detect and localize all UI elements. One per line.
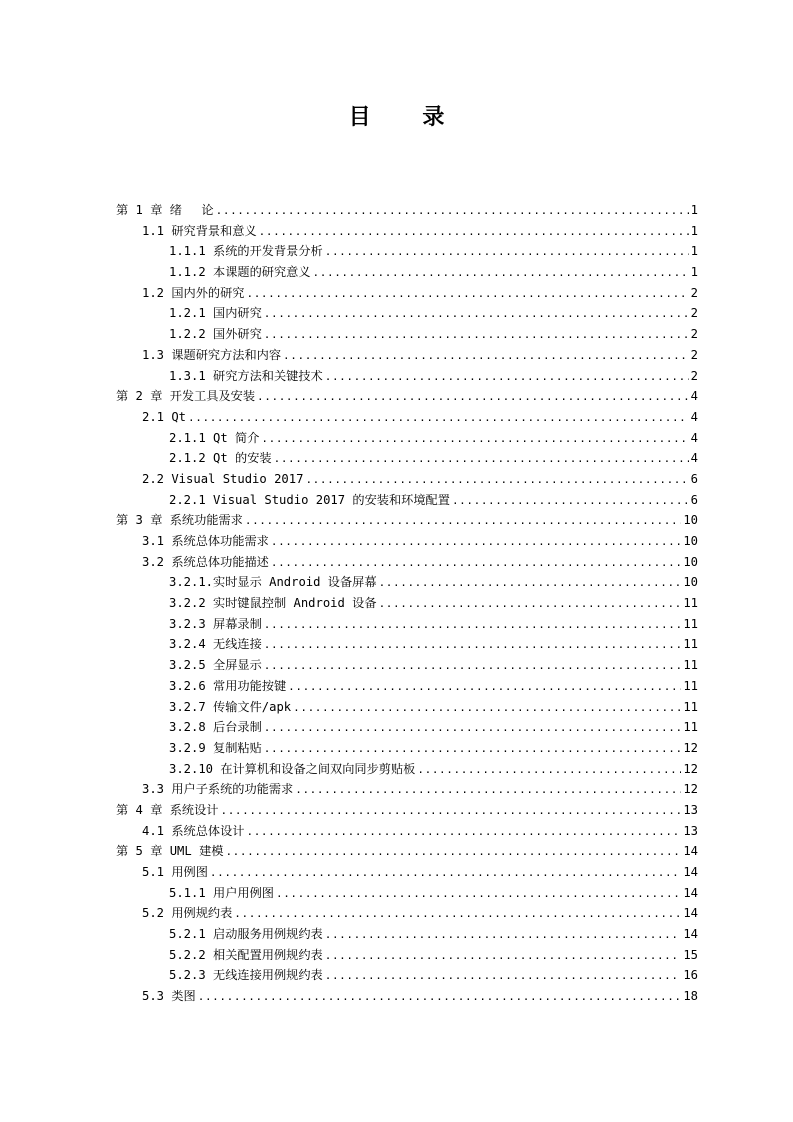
toc-dot-leader xyxy=(305,470,688,491)
toc-entry[interactable] xyxy=(116,655,698,676)
toc-entry[interactable] xyxy=(116,986,698,1007)
toc-entry[interactable] xyxy=(116,841,698,862)
toc-entry[interactable] xyxy=(116,241,698,262)
toc-dot-leader xyxy=(325,367,689,388)
toc-entry-label: 3.2.3 屏幕录制 xyxy=(169,616,262,631)
toc-dot-leader xyxy=(257,387,689,408)
toc-entry-page-number: 11 xyxy=(683,720,698,735)
toc-dot-leader xyxy=(295,780,681,801)
toc-entry-label: 第 1 章 绪 论 xyxy=(116,203,214,217)
toc-entry[interactable] xyxy=(116,759,698,780)
toc-dot-leader xyxy=(293,698,681,719)
toc-entry-page-number: 10 xyxy=(683,554,698,569)
toc-dot-leader xyxy=(313,263,689,284)
toc-entry-label: 3.3 用户子系统的功能需求 xyxy=(142,782,294,797)
toc-entry-page-number: 2 xyxy=(690,347,698,362)
toc-entry-label: 5.2.1 启动服务用例规约表 xyxy=(169,927,323,942)
toc-entry-page-number: 11 xyxy=(683,596,698,611)
toc-entry-page-number: 14 xyxy=(683,844,698,859)
toc-entry-label: 1.3.1 研究方法和关键技术 xyxy=(169,368,323,383)
toc-entry-label: 5.2.3 无线连接用例规约表 xyxy=(169,968,323,983)
toc-entry-label: 1.2.2 国外研究 xyxy=(169,327,262,342)
toc-entry[interactable] xyxy=(116,366,698,387)
toc-entry-label: 第 5 章 UML 建模 xyxy=(116,844,224,859)
toc-entry-label: 1.2 国内外的研究 xyxy=(142,285,245,300)
toc-dot-leader xyxy=(264,656,682,677)
toc-entry[interactable] xyxy=(116,448,698,469)
toc-entry[interactable] xyxy=(116,697,698,718)
page-title: 目 录 xyxy=(348,105,467,130)
toc-entry-page-number: 6 xyxy=(690,471,698,486)
toc-dot-leader xyxy=(259,222,689,243)
toc-entry-label: 3.2.5 全屏显示 xyxy=(169,658,262,673)
toc-entry[interactable] xyxy=(116,510,698,531)
toc-entry[interactable] xyxy=(116,862,698,883)
toc-entry[interactable] xyxy=(116,262,698,283)
toc-entry-label: 3.2.4 无线连接 xyxy=(169,637,262,652)
toc-dot-leader xyxy=(325,966,682,987)
toc-entry-page-number: 11 xyxy=(683,658,698,673)
toc-dot-leader xyxy=(288,677,681,698)
toc-entry-label: 第 2 章 开发工具及安装 xyxy=(116,389,256,404)
toc-dot-leader xyxy=(246,284,688,305)
toc-entry[interactable] xyxy=(116,800,698,821)
toc-entry[interactable] xyxy=(116,386,698,407)
toc-entry[interactable] xyxy=(116,717,698,738)
toc-entry-label: 5.1 用例图 xyxy=(142,865,208,879)
toc-entry-page-number: 4 xyxy=(690,409,698,424)
toc-entry-label: 3.2.9 复制粘贴 xyxy=(169,740,262,755)
toc-entry[interactable] xyxy=(116,821,698,842)
toc-entry-label: 第 3 章 系统功能需求 xyxy=(116,513,243,528)
toc-entry[interactable] xyxy=(116,614,698,635)
toc-entry[interactable] xyxy=(116,676,698,697)
toc-dot-leader xyxy=(379,594,682,615)
toc-entry[interactable] xyxy=(116,965,698,986)
toc-entry[interactable] xyxy=(116,469,698,490)
toc-entry-page-number: 2 xyxy=(690,368,698,383)
toc-entry[interactable] xyxy=(116,738,698,759)
toc-dot-leader xyxy=(245,511,681,532)
toc-dot-leader xyxy=(246,822,681,843)
toc-entry-label: 3.1 系统总体功能需求 xyxy=(142,534,269,548)
toc-entry-page-number: 11 xyxy=(683,699,698,714)
toc-entry-label: 1.1.2 本课题的研究意义 xyxy=(169,265,311,280)
toc-dot-leader xyxy=(210,863,681,884)
toc-entry-page-number: 1 xyxy=(690,265,698,280)
toc-entry[interactable] xyxy=(116,531,698,552)
toc-dot-leader xyxy=(379,573,682,594)
toc-entry-label: 5.2 用例规约表 xyxy=(142,906,233,921)
toc-dot-leader xyxy=(264,615,682,636)
toc-entry-page-number: 14 xyxy=(683,865,698,879)
toc-entry[interactable] xyxy=(116,283,698,304)
toc-entry-page-number: 1 xyxy=(690,223,698,238)
toc-entry-label: 4.1 系统总体设计 xyxy=(142,823,245,838)
toc-entry-page-number: 10 xyxy=(683,575,698,590)
toc-entry-page-number: 13 xyxy=(683,802,698,817)
toc-entry-label: 3.2.10 在计算机和设备之间双向同步剪贴板 xyxy=(169,761,416,776)
toc-dot-leader xyxy=(452,491,689,512)
toc-entry-page-number: 1 xyxy=(690,203,698,217)
toc-entry[interactable] xyxy=(116,552,698,573)
toc-entry[interactable] xyxy=(116,883,698,904)
toc-entry[interactable] xyxy=(116,200,698,221)
toc-entry-page-number: 6 xyxy=(690,492,698,507)
toc-entry-page-number: 11 xyxy=(683,637,698,652)
toc-entry[interactable] xyxy=(116,924,698,945)
toc-entry-label: 2.2.1 Visual Studio 2017 的安装和环境配置 xyxy=(169,492,450,507)
toc-dot-leader xyxy=(276,884,681,905)
toc-entry-page-number: 14 xyxy=(683,885,698,900)
toc-dot-leader xyxy=(264,304,689,325)
toc-entry-page-number: 11 xyxy=(683,616,698,631)
toc-entry[interactable] xyxy=(116,407,698,428)
table-of-contents xyxy=(116,200,698,1007)
toc-entry-page-number: 10 xyxy=(683,513,698,528)
toc-entry-page-number: 4 xyxy=(690,389,698,404)
toc-entry[interactable] xyxy=(116,428,698,449)
toc-dot-leader xyxy=(283,346,689,367)
toc-entry-label: 3.2.8 后台录制 xyxy=(169,720,262,735)
toc-entry-page-number: 12 xyxy=(683,761,698,776)
toc-entry-label: 2.1.2 Qt 的安装 xyxy=(169,451,272,466)
toc-dot-leader xyxy=(274,449,689,470)
toc-entry[interactable] xyxy=(116,572,698,593)
toc-dot-leader xyxy=(264,635,682,656)
toc-entry-label: 1.1 研究背景和意义 xyxy=(142,223,257,238)
toc-entry-page-number: 14 xyxy=(683,906,698,921)
toc-dot-leader xyxy=(261,429,688,450)
toc-entry-page-number: 4 xyxy=(690,451,698,466)
toc-dot-leader xyxy=(271,553,681,574)
toc-entry-label: 3.2.6 常用功能按键 xyxy=(169,678,287,693)
toc-dot-leader xyxy=(417,760,681,781)
toc-entry[interactable] xyxy=(116,490,698,511)
toc-entry-page-number: 12 xyxy=(683,740,698,755)
toc-entry-label: 2.1 Qt xyxy=(142,409,187,424)
toc-dot-leader xyxy=(220,801,681,822)
toc-entry-label: 5.2.2 相关配置用例规约表 xyxy=(169,947,323,962)
toc-dot-leader xyxy=(271,532,681,553)
toc-entry[interactable] xyxy=(116,345,698,366)
toc-entry-page-number: 1 xyxy=(690,244,698,259)
toc-entry[interactable] xyxy=(116,593,698,614)
toc-dot-leader xyxy=(188,408,689,429)
toc-entry[interactable] xyxy=(116,324,698,345)
toc-entry[interactable] xyxy=(116,903,698,924)
toc-entry[interactable] xyxy=(116,779,698,800)
toc-entry-page-number: 13 xyxy=(683,823,698,838)
toc-dot-leader xyxy=(264,739,682,760)
toc-dot-leader xyxy=(225,842,681,863)
toc-dot-leader xyxy=(216,201,689,222)
toc-entry-label: 1.3 课题研究方法和内容 xyxy=(142,347,282,362)
toc-entry-page-number: 16 xyxy=(683,968,698,983)
toc-entry-page-number: 14 xyxy=(683,927,698,942)
toc-entry-label: 1.2.1 国内研究 xyxy=(169,306,262,321)
toc-entry[interactable] xyxy=(116,221,698,242)
toc-entry-label: 3.2.2 实时键鼠控制 Android 设备 xyxy=(169,596,377,611)
toc-entry-label: 2.2 Visual Studio 2017 xyxy=(142,471,304,486)
toc-entry-page-number: 2 xyxy=(690,285,698,300)
toc-entry-page-number: 12 xyxy=(683,782,698,797)
toc-entry-page-number: 4 xyxy=(690,430,698,445)
toc-dot-leader xyxy=(325,925,682,946)
toc-entry-label: 第 4 章 系统设计 xyxy=(116,802,219,817)
toc-entry-label: 3.2 系统总体功能描述 xyxy=(142,554,269,569)
toc-entry-label: 1.1.1 系统的开发背景分析 xyxy=(169,244,323,259)
toc-dot-leader xyxy=(325,242,689,263)
toc-dot-leader xyxy=(264,325,689,346)
toc-entry-label: 2.1.1 Qt 简介 xyxy=(169,430,260,445)
toc-dot-leader xyxy=(264,718,682,739)
toc-dot-leader xyxy=(198,987,682,1008)
toc-entry-label: 3.2.1.实时显示 Android 设备屏幕 xyxy=(169,575,377,590)
toc-entry[interactable] xyxy=(116,634,698,655)
toc-entry-label: 5.1.1 用户用例图 xyxy=(169,885,274,900)
toc-dot-leader xyxy=(325,946,682,967)
toc-entry-label: 5.3 类图 xyxy=(142,989,196,1004)
toc-entry-page-number: 18 xyxy=(683,989,698,1004)
toc-entry[interactable] xyxy=(116,303,698,324)
toc-entry-page-number: 2 xyxy=(690,327,698,342)
toc-entry-label: 3.2.7 传输文件/apk xyxy=(169,699,292,714)
toc-dot-leader xyxy=(234,904,681,925)
toc-entry-page-number: 2 xyxy=(690,306,698,321)
toc-entry-page-number: 11 xyxy=(683,678,698,693)
toc-entry-page-number: 15 xyxy=(683,947,698,962)
toc-entry[interactable] xyxy=(116,945,698,966)
toc-entry-page-number: 10 xyxy=(683,534,698,548)
